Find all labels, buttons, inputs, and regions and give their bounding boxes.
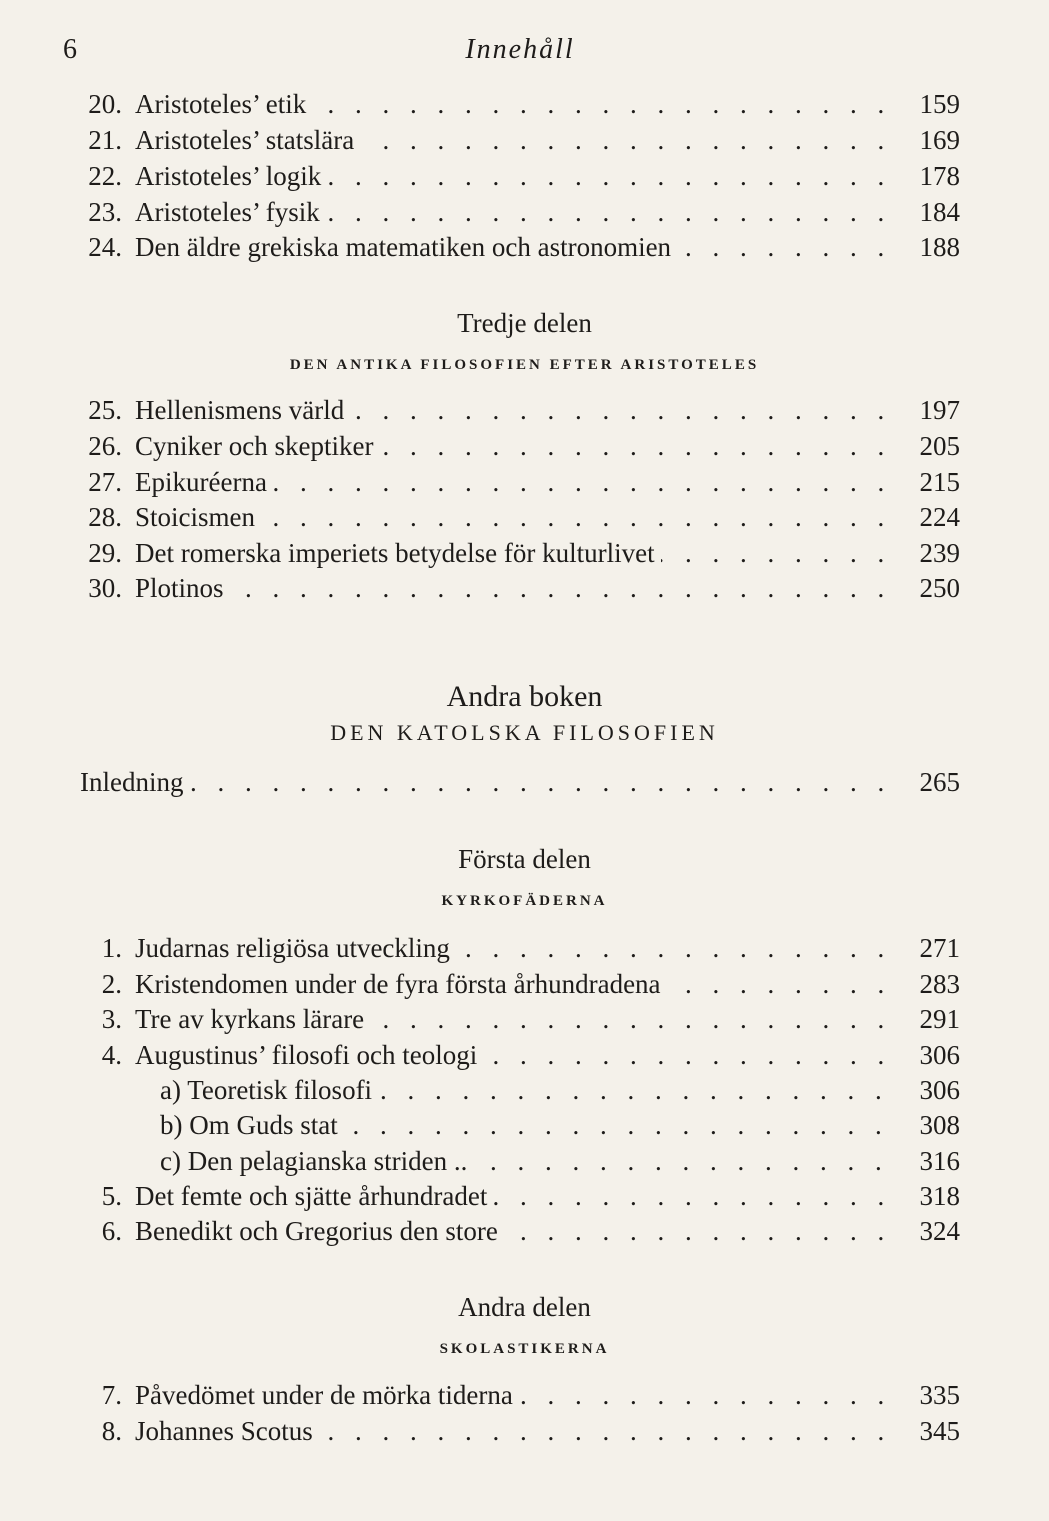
toc-entry-title: b) Om Guds stat [160, 1110, 344, 1140]
toc-entry: 22. Aristoteles’ logik . . . 178 [80, 158, 960, 194]
toc-entry-title: c) Den pelagianska striden .. [160, 1146, 473, 1176]
toc-entry-title: Epikuréerna [135, 467, 273, 497]
toc-entry: 24. Den äldre grekiska matematiken och astronomien . . . 188 [80, 229, 960, 265]
toc-entry-title: Benedikt och Gregorius den store [135, 1216, 504, 1246]
toc-entry-page: 215 [919, 467, 960, 497]
toc-entry-page: 306 [919, 1075, 960, 1105]
toc-entry-title: Plotinos [135, 573, 230, 603]
toc-entry: 6. Benedikt och Gregorius den store . . . 324 [80, 1213, 960, 1249]
toc-entry-page: 316 [919, 1146, 960, 1176]
toc-entry: 29. Det romerska imperiets betydelse för kulturlivet . . . 239 [80, 535, 960, 571]
toc-entry: 5. Det femte och sjätte århundradet . . . 318 [80, 1178, 960, 1214]
part-heading: Första delen [458, 844, 591, 874]
toc-entry-page: 250 [919, 573, 960, 603]
toc-entry-inledning [80, 764, 960, 800]
toc-entry-title: Hellenismens värld [135, 395, 350, 425]
toc-entry: 26. Cyniker och skeptiker . . . 205 [80, 428, 960, 464]
toc-entry-title: Cyniker och skeptiker [135, 431, 379, 461]
toc-entry-title: Inledning [80, 767, 189, 797]
toc-entry: 7. Påvedömet under de mörka tiderna . . . 335 [80, 1377, 960, 1413]
toc-entry-title: Tre av kyrkans lärare [135, 1004, 370, 1034]
toc-entry-page: 335 [919, 1380, 960, 1410]
toc-entry-page: 308 [919, 1110, 960, 1140]
toc-entry-page: 159 [919, 89, 960, 119]
part-heading: Tredje delen [457, 308, 592, 338]
part-heading: Andra delen [458, 1292, 591, 1322]
toc-entry-page: 239 [919, 538, 960, 568]
toc-subentry [80, 1107, 960, 1143]
toc-entry-page: 184 [919, 197, 960, 227]
toc-entry-page: 291 [919, 1004, 960, 1034]
toc-entry-page: 178 [919, 161, 960, 191]
toc-entry-title: Johannes Scotus [135, 1416, 319, 1446]
toc-entry-page: 205 [919, 431, 960, 461]
toc-subentry [80, 1143, 960, 1179]
toc-entry-page: 197 [919, 395, 960, 425]
toc-entry-page: 224 [919, 502, 960, 532]
page-number: 6 [63, 34, 77, 65]
toc-entry: 20. Aristoteles’ etik . . . 159 [80, 86, 960, 122]
part-subheading: DEN ANTIKA FILOSOFIEN EFTER ARISTOTELES [289, 357, 760, 373]
toc-entry-title: Påvedömet under de mörka tiderna [135, 1380, 519, 1410]
toc-entry: 3. Tre av kyrkans lärare . . . 291 [80, 1001, 960, 1037]
toc-entry-title: Judarnas religiösa utveckling [135, 933, 456, 963]
toc-entry-title: Aristoteles’ statslära [135, 125, 360, 155]
page-header [60, 30, 980, 70]
toc-entry: 1. Judarnas religiösa utveckling . . . 271 [80, 930, 960, 966]
toc-entry: 30. Plotinos . . . 250 [80, 570, 960, 606]
toc-entry-page: 265 [919, 767, 960, 797]
toc-entry-page: 283 [919, 969, 960, 999]
toc-entry-title: Aristoteles’ fysik [135, 197, 326, 227]
toc-entry-title: Det romerska imperiets betydelse för kulturlivet [135, 538, 661, 568]
toc-entry-title: Den äldre grekiska matematiken och astronomien [135, 232, 677, 262]
toc-entry-page: 306 [919, 1040, 960, 1070]
part-subheading: KYRKOFÄDERNA [441, 893, 608, 909]
toc-entry-title: Aristoteles’ etik [135, 89, 312, 119]
toc-entry: 25. Hellenismens värld . . . 197 [80, 392, 960, 428]
toc-entry-title: Augustinus’ filosofi och teologi [135, 1040, 483, 1070]
toc-subentry [80, 1072, 960, 1108]
toc-entry-title: a) Teoretisk filosofi [160, 1075, 378, 1105]
toc-entry: 21. Aristoteles’ statslära . . . 169 [80, 122, 960, 158]
toc-entry: 23. Aristoteles’ fysik . . . 184 [80, 194, 960, 230]
toc-entry: 27. Epikuréerna . . . 215 [80, 464, 960, 500]
toc-entry-page: 188 [919, 232, 960, 262]
toc-entry-title: Stoicismen [135, 502, 261, 532]
toc-entry-title: Det femte och sjätte århundradet [135, 1181, 493, 1211]
toc-entry: 2. Kristendomen under de fyra första århundradena . . . 283 [80, 966, 960, 1002]
book-heading: Andra boken [446, 680, 603, 713]
toc-entry-page: 169 [919, 125, 960, 155]
toc-entry: 4. Augustinus’ filosofi och teologi . . . 306 [80, 1037, 960, 1073]
toc-entry-page: 345 [919, 1416, 960, 1446]
toc-entry-title: Aristoteles’ logik [135, 161, 327, 191]
toc-entry: 28. Stoicismen . . . 224 [80, 499, 960, 535]
toc-entry-title: Kristendomen under de fyra första århundradena [135, 969, 667, 999]
part-subheading: SKOLASTIKERNA [439, 1341, 610, 1357]
toc-entry-page: 318 [919, 1181, 960, 1211]
toc-entry-page: 324 [919, 1216, 960, 1246]
toc-entry-page: 271 [919, 933, 960, 963]
running-title: Innehåll [465, 34, 575, 65]
book-subheading: DEN KATOLSKA FILOSOFIEN [330, 720, 719, 745]
toc-entry: 8. Johannes Scotus . . . 345 [80, 1413, 960, 1449]
